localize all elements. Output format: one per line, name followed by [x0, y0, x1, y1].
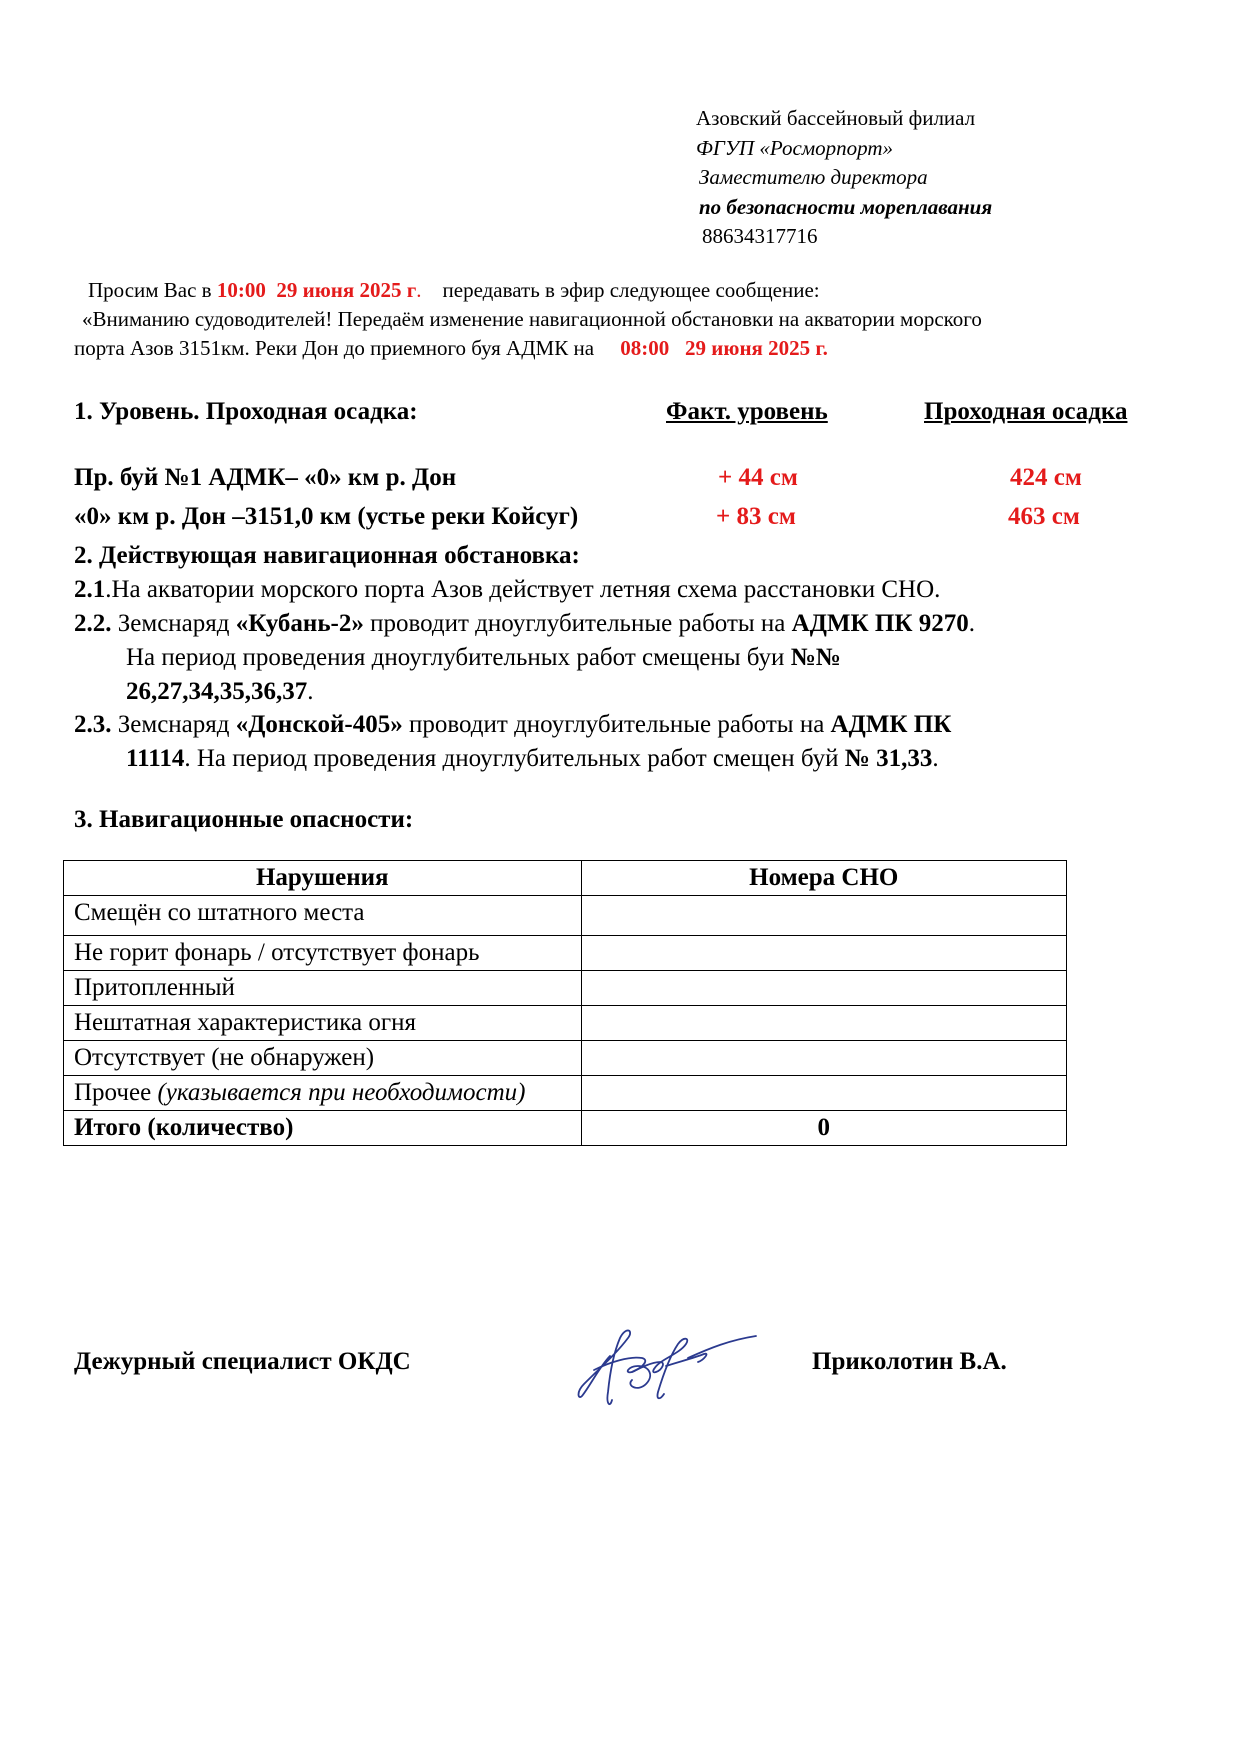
dangers-table: [63, 860, 1067, 1146]
item3-place-2: 11114: [126, 745, 185, 772]
item2-vessel: «Кубань-2»: [235, 610, 364, 637]
item1-text: .На акватории морского порта Азов действует летняя схема расстановки СНО.: [105, 576, 941, 603]
table-row-total: [64, 1111, 1067, 1146]
item3-number: 2.3.: [74, 711, 112, 738]
table-row: [64, 1006, 1067, 1041]
item3-vessel: «Донской-405»: [235, 711, 403, 738]
item2-text-e: .: [307, 678, 314, 705]
section1-title: 1. Уровень. Проходная осадка:: [74, 398, 418, 425]
table-row: [64, 936, 1067, 971]
request-paragraph: [74, 276, 1174, 363]
request-date: 29 июня 2025 г: [276, 278, 417, 302]
violation-cell: Смещён со штатного места: [64, 896, 582, 936]
request-suffix: передавать в эфир следующее сообщение:: [442, 278, 820, 302]
message-line-2: [74, 334, 1174, 363]
request-dot: .: [416, 278, 422, 302]
numbers-cell: [581, 1006, 1066, 1041]
section2-item-1: [74, 573, 1194, 607]
other-note: (указывается при необходимости): [157, 1079, 526, 1106]
addressee-line-1: Азовский бассейновый филиал: [696, 106, 976, 130]
message-time: 08:00: [620, 336, 670, 360]
violation-cell-other: [64, 1076, 582, 1111]
section1-col-draft: Проходная осадка: [924, 398, 1128, 425]
numbers-cell: [581, 1076, 1066, 1111]
addressee-line-4: по безопасности мореплавания: [699, 194, 993, 219]
table-header-row: [64, 861, 1067, 896]
signature-name: Приколотин В.А.: [812, 1348, 1007, 1375]
violation-cell: Не горит фонарь / отсутствует фонарь: [64, 936, 582, 971]
total-label: Итого (количество): [64, 1111, 582, 1146]
level-row-2-level: + 83 см: [716, 503, 796, 530]
other-label: Прочее: [74, 1079, 152, 1106]
item2-nums: 26,27,34,35,36,37: [126, 678, 308, 705]
handwritten-signature: [570, 1296, 760, 1420]
item3-text-b: проводит дноуглубительные работы на: [409, 711, 825, 738]
level-row-1-draft: 424 см: [1010, 464, 1082, 491]
item2-place: АДМК ПК 9270: [791, 610, 969, 637]
addressee-phone: 88634317716: [702, 224, 818, 248]
item3-text-d: .: [932, 745, 939, 772]
level-row-1-level: + 44 см: [718, 464, 798, 491]
addressee-block: [696, 104, 992, 252]
section2-title: 2. Действующая навигационная обстановка:: [74, 542, 580, 569]
request-prefix: Просим Вас в: [88, 278, 212, 302]
section2-item-3: [74, 708, 1174, 776]
item3-text-c: . На период проведения дноуглубительных работ смещен буй: [184, 745, 839, 772]
item1-number: 2.1: [74, 576, 106, 603]
addressee-line-2: ФГУП «Росморпорт»: [696, 135, 894, 160]
violation-cell: Отсутствует (не обнаружен): [64, 1041, 582, 1076]
table-row: [64, 1041, 1067, 1076]
col-numbers-header: Номера СНО: [581, 861, 1066, 896]
section1-col-actual: Факт. уровень: [666, 398, 828, 425]
request-line-1: [74, 276, 1174, 305]
item2-nums-label: №№: [790, 644, 841, 671]
item2-number: 2.2.: [74, 610, 112, 637]
numbers-cell: [581, 971, 1066, 1006]
addressee-line-3: Заместителю директора: [699, 165, 928, 189]
table-row: [64, 896, 1067, 936]
numbers-cell: [581, 936, 1066, 971]
item2-text-d: На период проведения дноуглубительных работ смещены буи: [126, 644, 785, 671]
item2-text-c: .: [968, 610, 975, 637]
violation-cell: Нештатная характеристика огня: [64, 1006, 582, 1041]
level-row-2-draft: 463 см: [1008, 503, 1080, 530]
item3-nums: № 31,33: [844, 745, 933, 772]
table-row: [64, 971, 1067, 1006]
item3-place-1: АДМК ПК: [830, 711, 952, 738]
message-date: 29 июня 2025 г.: [685, 336, 828, 360]
col-violation-header: Нарушения: [64, 861, 582, 896]
table-row-other: [64, 1076, 1067, 1111]
request-time: 10:00: [216, 278, 266, 302]
message-line-1: «Вниманию судоводителей! Передаём изменение навигационной обстановки на акватории морского: [82, 307, 982, 331]
item3-text-a: Земснаряд: [117, 711, 230, 738]
section2-item-2: [74, 607, 1174, 709]
item2-text-b: проводит дноуглубительные работы на: [370, 610, 786, 637]
numbers-cell: [581, 896, 1066, 936]
level-row-2-segment: «0» км р. Дон –3151,0 км (устье реки Койсуг): [74, 503, 579, 530]
level-row-1-segment: Пр. буй №1 АДМК– «0» км р. Дон: [74, 464, 457, 491]
section3-title: 3. Навигационные опасности:: [74, 806, 414, 833]
signature-position: Дежурный специалист ОКДС: [74, 1348, 411, 1375]
total-value: 0: [581, 1111, 1066, 1146]
item2-text-a: Земснаряд: [117, 610, 230, 637]
message-line-2-text: порта Азов 3151км. Реки Дон до приемного буя АДМК на: [74, 336, 595, 360]
violation-cell: Притопленный: [64, 971, 582, 1006]
numbers-cell: [581, 1041, 1066, 1076]
